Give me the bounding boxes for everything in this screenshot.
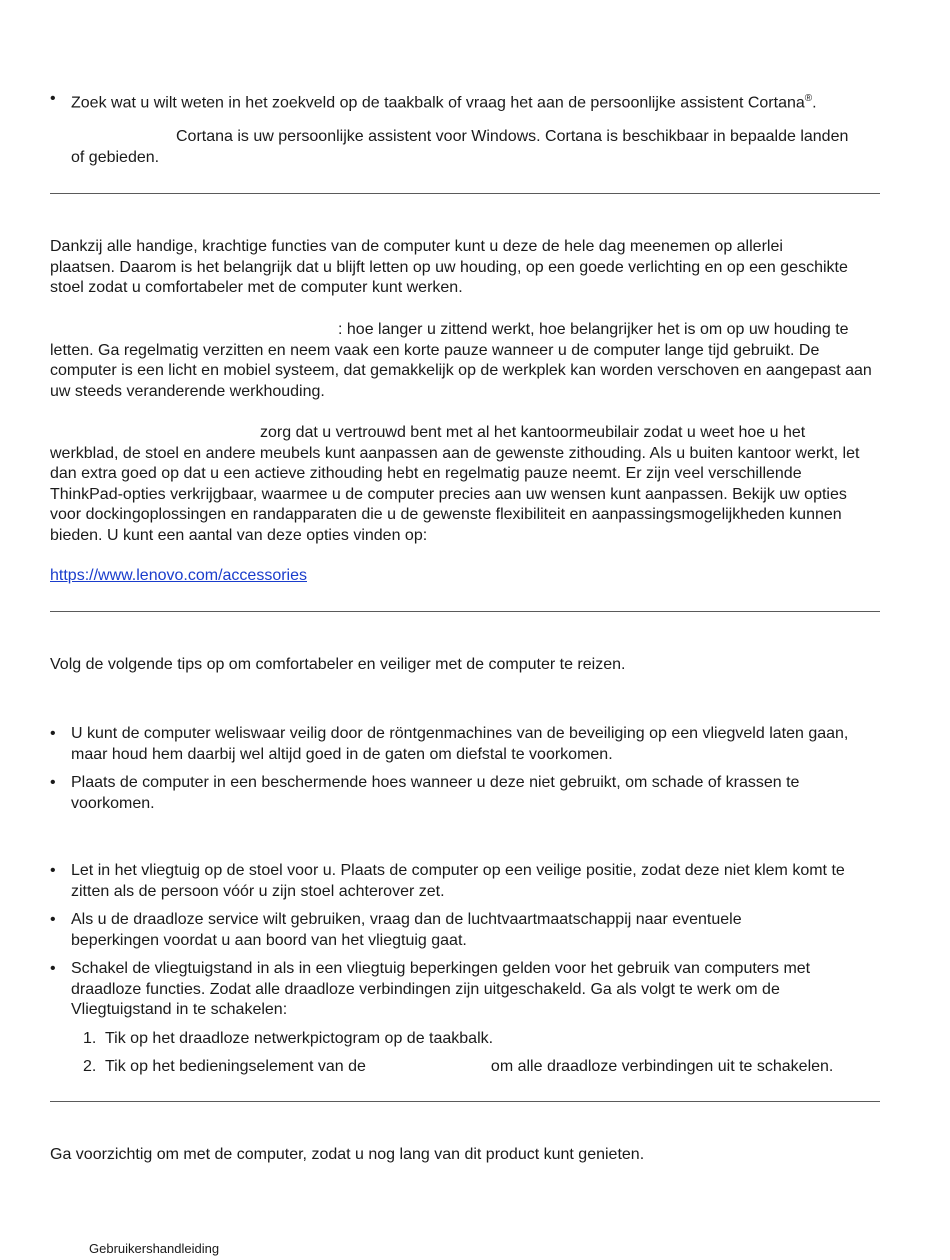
accessories-link-line <box>50 566 307 587</box>
accessories-link[interactable]: https://www.lenovo.com/accessories <box>50 567 307 584</box>
list-item <box>50 861 861 902</box>
step-number: 2. <box>83 1058 97 1075</box>
list-item-text: Plaats de computer in een beschermende hoes wanneer u deze niet gebruikt, om schade of krassen te voorkomen. <box>71 774 800 812</box>
bullet-dot: • <box>50 90 56 107</box>
trademark-symbol: ® <box>804 93 813 104</box>
step-text: Tik op het draadloze netwerkpictogram op de taakbalk. <box>105 1030 494 1047</box>
furniture-paragraph <box>50 423 865 546</box>
bullet-dot: • <box>50 862 56 879</box>
list-item <box>50 959 871 1021</box>
section-divider <box>50 1101 880 1102</box>
list-item-text: Als u de draadloze service wilt gebruiken, vraag dan de luchtvaartmaatschappij naar eventuele beperkingen voordat u aan boord van het vliegtuig gaat. <box>71 911 742 949</box>
furniture-text: zorg dat u vertrouwd bent met al het kantoormeubilair zodat u weet hoe u het werkblad, de stoel en andere meubels kunt aanpassen aan de gewenste zithouding. Als u buiten kantoor werkt, let dan extra goed op dat u een actieve zithouding hebt en regelmatig pauze neemt. Er zijn veel verschillende ThinkPad-opties verkrijgbaar, waarmee u de computer precies aan uw wensen kunt aanpassen. Bekijk uw opties voor dockingoplossingen en randapparaten die u de gewenste flexibiliteit en aanpassingsmogelijkheden kunnen bieden. U kunt een aantal van deze opties vinden op: <box>50 424 860 544</box>
care-paragraph: Ga voorzichtig om met de computer, zodat u nog lang van dit product kunt genieten. <box>50 1146 645 1163</box>
step-text: om alle draadloze verbindingen uit te schakelen. <box>490 1058 834 1075</box>
bullet-dot: • <box>50 911 56 928</box>
cortana-note <box>71 127 861 168</box>
section-divider <box>50 611 880 612</box>
list-item <box>50 910 831 951</box>
list-item-text: U kunt de computer weliswaar veilig door de röntgenmachines van de beveiliging op een vliegveld laten gaan, maar houd hem daarbij wel altijd goed in de gaten om diefstal te voorkomen. <box>71 725 849 763</box>
step-number: 1. <box>83 1030 97 1047</box>
numbered-step <box>83 1029 865 1050</box>
cortana-bullet-text: Zoek wat u wilt weten in het zoekveld op de taakbalk of vraag het aan de persoonlijke assistent Cortana <box>71 94 805 112</box>
list-item-text: Schakel de vliegtuigstand in als in een vliegtuig beperkingen gelden voor het gebruik van computers met draadloze functies. Zodat alle draadloze verbindingen zijn uitgeschakeld. Ga als volgt te werk om de Vliegtuigstand in te schakelen: <box>71 960 811 1018</box>
step-text: Tik op het bedieningselement van de <box>105 1058 366 1075</box>
cortana-bullet <box>50 89 901 114</box>
posture-text: : hoe langer u zittend werkt, hoe belangrijker het is om op uw houding te letten. Ga regelmatig verzitten en neem vaak een korte pauze wanneer u de computer lange tijd gebruikt. De computer is een licht en mobiel systeem, dat gemakkelijk op de werkplek kan worden verschoven en aangepast aan uw steeds veranderende werkhouding. <box>50 321 872 400</box>
cortana-note-text: Cortana is uw persoonlijke assistent voor Windows. Cortana is beschikbaar in bepaalde landen of gebieden. <box>71 128 849 166</box>
list-item-text: Let in het vliegtuig op de stoel voor u. Plaats de computer op een veilige positie, zodat deze niet klem komt te zitten als de persoon vóór u zijn stoel achterover zet. <box>71 862 845 900</box>
posture-paragraph <box>50 320 880 402</box>
ergonomics-intro: Dankzij alle handige, krachtige functies van de computer kunt u deze de hele dag meenemen op allerlei plaatsen. Daarom is het belangrijk dat u blijft letten op uw houding, op een goede verlichting en op een geschikte stoel zodat u comfortabeler met de computer kunt werken. <box>50 238 848 296</box>
list-item <box>50 724 866 765</box>
numbered-step <box>83 1057 895 1078</box>
bullet-dot: • <box>50 774 56 791</box>
list-item <box>50 773 866 814</box>
page-footer: Gebruikershandleiding <box>89 1241 220 1256</box>
bullet-dot: • <box>50 960 56 977</box>
bullet-dot: • <box>50 725 56 742</box>
cortana-bullet-period: . <box>812 94 817 112</box>
section-divider <box>50 193 880 194</box>
travel-intro: Volg de volgende tips op om comfortabeler en veiliger met de computer te reizen. <box>50 656 626 673</box>
